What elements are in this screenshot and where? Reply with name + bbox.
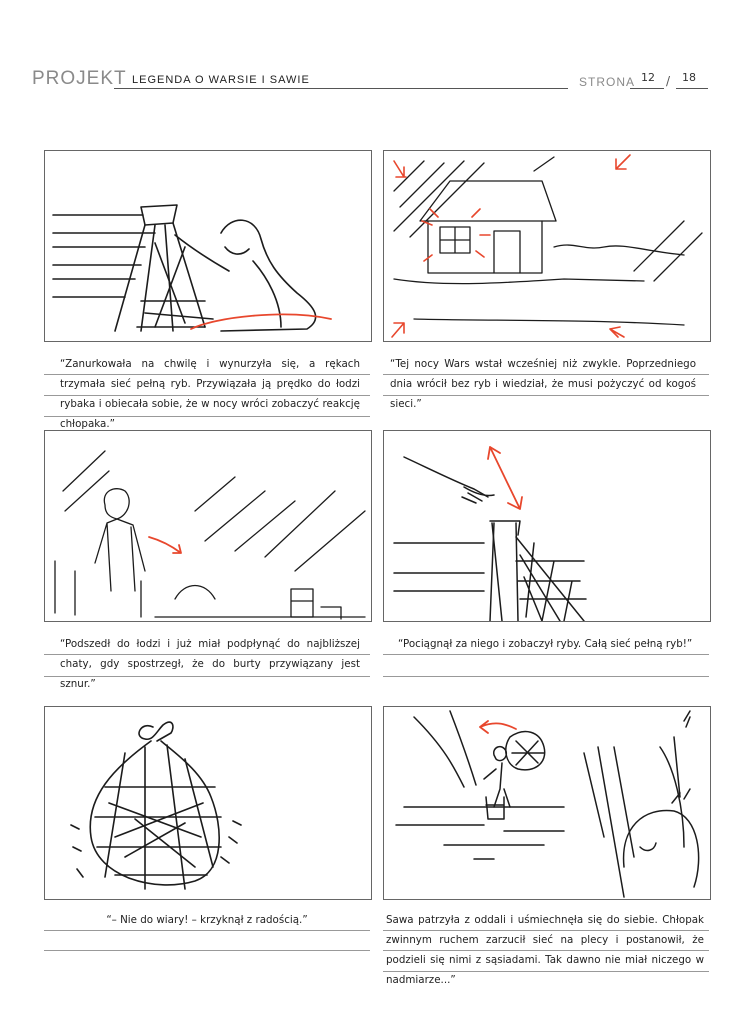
project-title: LEGENDA O WARSIE I SAWIE [132, 74, 310, 86]
page-total-underline [676, 88, 708, 89]
page-total: 18 [682, 71, 696, 84]
panel-1-sketch [44, 150, 372, 342]
panel-6-caption: Sawa patrzyła z oddali i uśmiechnęła się do siebie. Chłopak zwinnym ruchem zarzucił sieć na plecy i postanowił, że podzieli się nimi z sąsiadami. Tak dawno nie miał niczego w nadmiarze...” [386, 914, 704, 986]
page-label: STRONA [579, 75, 636, 89]
panel-2-caption: “Tej nocy Wars wstał wcześniej niż zwykle. Poprzedniego dnia wrócił bez ryb i wiedział, że musi pożyczyć od kogoś sieci.” [390, 358, 696, 410]
panel-4-sketch [383, 430, 711, 622]
panel-5-sketch [44, 706, 372, 900]
title-underline [114, 88, 568, 89]
panel-1-caption: “Zanurkowała na chwilę i wynurzyła się, a rękach trzymała sieć pełną ryb. Przywiązała ją prędko do łodzi rybaka i obiecała sobie, że w nocy wróci zobaczyć reakcję chłopaka.” [60, 358, 360, 430]
page-current: 12 [641, 71, 655, 84]
project-label: PROJEKT [32, 68, 127, 89]
panel-4-caption: “Pociągnął za niego i zobaczył ryby. Całą sieć pełną ryb!” [398, 638, 693, 650]
panel-5-caption: “– Nie do wiary! – krzyknął z radością.” [106, 914, 308, 926]
panel-3-caption: “Podszedł do łodzi i już miał podpłynąć do najbliższej chaty, gdy spostrzegł, że do burty przywiązany jest sznur.” [60, 638, 360, 690]
page-separator: / [666, 74, 671, 88]
panel-2-sketch [383, 150, 711, 342]
page-header [32, 64, 712, 94]
panel-3-sketch [44, 430, 372, 622]
panel-6-sketch [383, 706, 711, 900]
page-current-underline [630, 88, 664, 89]
